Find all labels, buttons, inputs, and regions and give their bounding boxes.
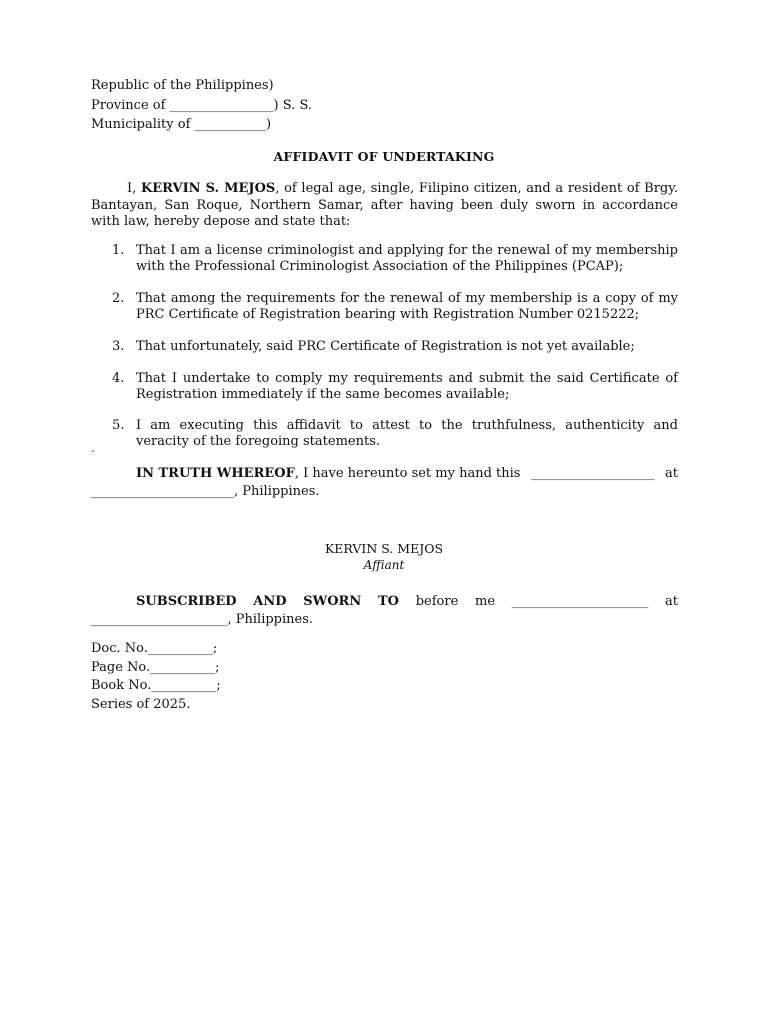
- jurat-word: me: [475, 594, 496, 609]
- item-text: That among the requirements for the renewal of my membership is a copy of my PRC Certificate of Registration bearing with Registration Number 0215222;: [136, 291, 678, 322]
- truth-rest: , I have hereunto set my hand this: [294, 466, 521, 481]
- doc-no: Doc. No.__________;: [91, 641, 218, 656]
- item-number: 4.: [112, 371, 125, 386]
- truth-whereof-paragraph: [91, 465, 678, 501]
- venue-province: Province of ________________) S. S.: [91, 97, 313, 113]
- item-number: 2.: [112, 291, 125, 306]
- intro-prefix: I,: [127, 181, 141, 196]
- item-number: 3.: [112, 339, 125, 354]
- item-number: 5.: [112, 418, 125, 433]
- jurat-word: before: [415, 594, 459, 609]
- jurat-line-2: [91, 611, 678, 629]
- venue-municipality: Municipality of ___________): [91, 117, 272, 132]
- venue-republic: Republic of the Philippines): [91, 78, 274, 93]
- truth-bold: IN TRUTH WHEREOF: [136, 466, 295, 481]
- series-year: Series of 2025.: [91, 696, 191, 712]
- place-blank: ______________________: [91, 484, 234, 499]
- jurat-at: at: [665, 594, 678, 609]
- jurat-word: AND: [253, 594, 287, 609]
- jurat-word: TO: [377, 594, 399, 609]
- venue-block: [91, 76, 312, 135]
- book-no: Book No.__________;: [91, 678, 221, 693]
- jurat-word: SWORN: [303, 594, 362, 609]
- jurat-line-1: [91, 593, 678, 611]
- truth-end: , Philippines.: [234, 484, 320, 499]
- jurat-date-blank: _____________________: [511, 594, 649, 609]
- item-text: That I undertake to comply my requirements and submit the said Certificate of Registration immediately if the same becomes available;: [136, 371, 678, 402]
- truth-text: [136, 465, 520, 483]
- date-blank: ___________________: [531, 466, 655, 481]
- item-number: 1.: [112, 243, 125, 258]
- truth-line-1: [91, 465, 678, 483]
- notarial-register-block: [91, 640, 221, 714]
- affiant-name-inline: KERVIN S. MEJOS: [140, 181, 276, 196]
- affiant-label: Affiant: [363, 558, 405, 572]
- item-text: That I am a license criminologist and applying for the renewal of my membership with the Professional Criminologist Association of the Philippines (PCAP);: [136, 243, 678, 274]
- intro-rest: , of legal age, single, Filipino citizen, and a resident of Brgy. Bantayan, San Roque, Northern Samar, after having been duly sworn in accordance with law, hereby depose and state that:: [91, 181, 678, 229]
- intro-paragraph: [91, 181, 678, 231]
- affiant-name: KERVIN S. MEJOS: [324, 541, 444, 556]
- jurat-paragraph: [91, 593, 678, 629]
- document-title: AFFIDAVIT OF UNDERTAKING: [273, 149, 495, 164]
- jurat-end: , Philippines.: [227, 612, 314, 627]
- jurat-place-blank: _____________________: [91, 612, 228, 627]
- truth-line-2: [91, 483, 678, 501]
- item-text: I am executing this affidavit to attest to the truthfulness, authenticity and veracity of the foregoing statements.: [136, 418, 678, 449]
- jurat-word: SUBSCRIBED: [136, 594, 237, 609]
- truth-at: at: [665, 466, 678, 481]
- page-no: Page No.__________;: [91, 659, 220, 675]
- stray-mark: `: [91, 449, 97, 462]
- item-text: That unfortunately, said PRC Certificate of Registration is not yet available;: [136, 339, 635, 354]
